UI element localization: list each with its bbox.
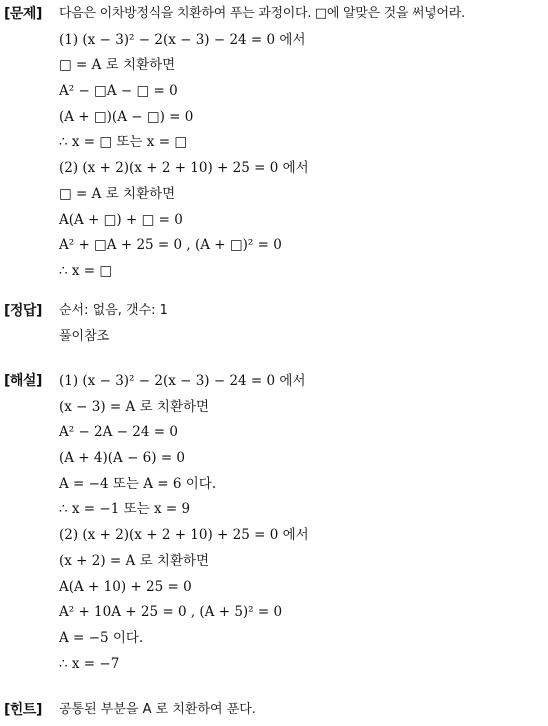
explanation-line: ∴ x = −1 또는 x = 9	[59, 501, 191, 518]
explanation-line: A(A + 10) + 25 = 0	[59, 578, 192, 595]
hint-text: 공통된 부분을 A 로 치환하여 푼다.	[59, 702, 256, 717]
problem-line: A(A + □) + □ = 0	[59, 211, 183, 228]
hint-label: [힌트]	[4, 702, 42, 718]
explanation-line: A² − 2A − 24 = 0	[59, 424, 178, 441]
problem-line: ∴ x = □	[59, 262, 113, 279]
explanation-line: (2) (x + 2)(x + 2 + 10) + 25 = 0 에서	[59, 527, 309, 544]
problem-label: [문제]	[4, 6, 42, 22]
explanation-line: (x + 2) = A 로 치환하면	[59, 552, 210, 569]
problem-intro: 다음은 이차방정식을 치환하여 푸는 과정이다. □에 알맞은 것을 써넣어라.	[59, 6, 465, 21]
problem-content	[59, 4, 545, 287]
explanation-line: A = −5 이다.	[59, 629, 144, 646]
explanation-line: ∴ x = −7	[59, 655, 120, 672]
problem-line: □ = A 로 치환하면	[59, 185, 176, 202]
explanation-line: (x − 3) = A 로 치환하면	[59, 398, 210, 415]
explanation-label: [해설]	[4, 373, 42, 389]
answer-line: 풀이참조	[59, 328, 110, 344]
problem-line: (2) (x + 2)(x + 2 + 10) + 25 = 0 에서	[59, 160, 309, 177]
problem-line: A² − □A − □ = 0	[59, 83, 178, 100]
explanation-line: A² + 10A + 25 = 0 , (A + 5)² = 0	[59, 604, 283, 621]
explanation-line: (A + 4)(A − 6) = 0	[59, 450, 186, 467]
problem-line: ∴ x = □ 또는 x = □	[59, 134, 188, 151]
answer-label: [정답]	[4, 303, 42, 319]
problem-line: □ = A 로 치환하면	[59, 57, 176, 74]
answer-line: 순서: 없음, 갯수: 1	[59, 303, 168, 318]
problem-line: (1) (x − 3)² − 2(x − 3) − 24 = 0 에서	[59, 31, 306, 48]
problem-line: A² + □A + 25 = 0 , (A + □)² = 0	[59, 237, 282, 254]
hint-content	[59, 700, 545, 726]
answer-content	[59, 301, 545, 352]
explanation-content	[59, 371, 545, 679]
explanation-line: A = −4 또는 A = 6 이다.	[59, 475, 217, 492]
explanation-line: (1) (x − 3)² − 2(x − 3) − 24 = 0 에서	[59, 373, 306, 389]
problem-line: (A + □)(A − □) = 0	[59, 108, 194, 125]
